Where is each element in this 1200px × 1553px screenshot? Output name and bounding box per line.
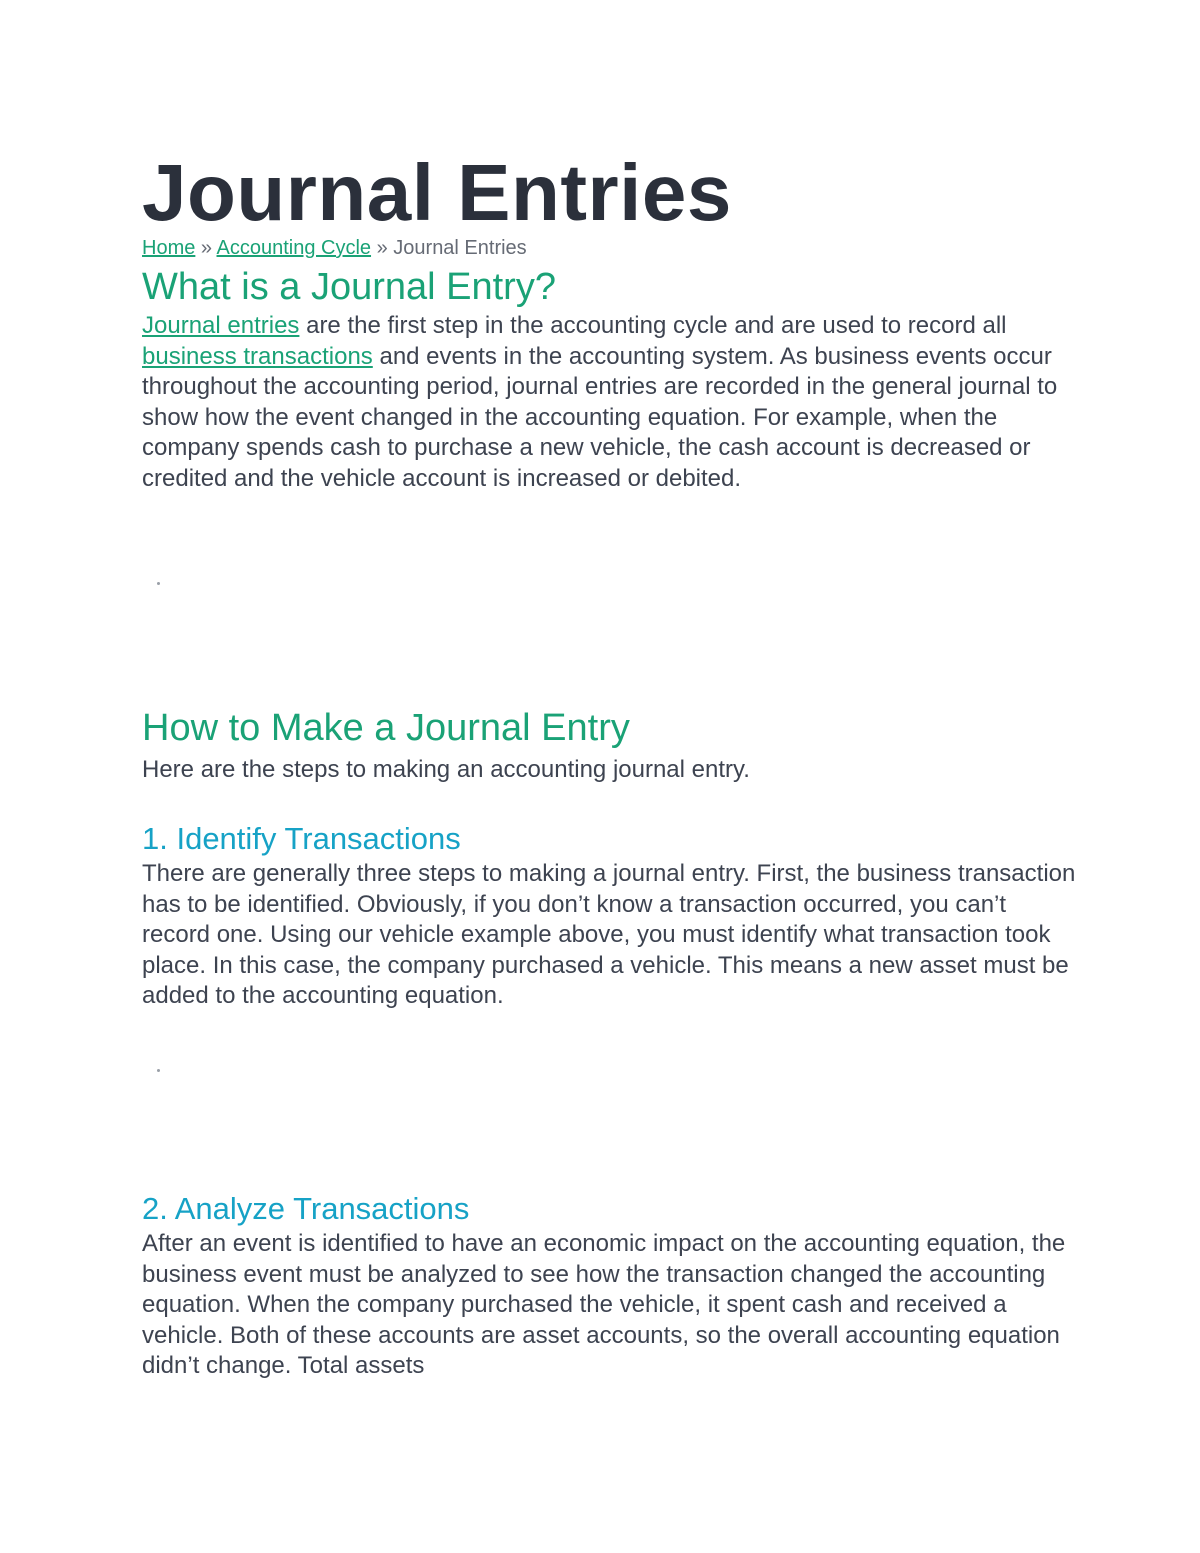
- section-heading-how-to: How to Make a Journal Entry: [142, 707, 630, 749]
- step-1-heading: 1. Identify Transactions: [142, 821, 461, 856]
- page-title: Journal Entries: [142, 148, 732, 237]
- breadcrumb-home-link[interactable]: Home: [142, 237, 196, 259]
- section-heading-what-is: What is a Journal Entry?: [142, 266, 556, 308]
- paragraph-text: and events in the accounting system. As business events occur throughout the accounting period, journal entries are recorded in the general journal to show how the event changed in the accounting equation. For example, when the company spends cash to purchase a new vehicle, the cash account is decreased or credited and the vehicle account is increased or debited.: [142, 342, 1058, 492]
- section-how-to-intro: Here are the steps to making an accounting journal entry.: [142, 756, 750, 783]
- breadcrumb-separator: »: [371, 237, 394, 259]
- breadcrumb-current: Journal Entries: [393, 237, 527, 259]
- journal-entries-link[interactable]: Journal entries: [142, 312, 300, 339]
- breadcrumb: [142, 236, 527, 260]
- paragraph-text: are the first step in the accounting cycle and are used to record all: [299, 312, 1007, 339]
- step-2-paragraph: After an event is identified to have an economic impact on the accounting equation, the business event must be analyzed to see how the transaction changed the accounting equation. When the company purchased the vehicle, it spent cash and received a vehicle. Both of these accounts are asset accounts, so the overall accounting equation didn’t change. Total assets: [142, 1230, 1066, 1379]
- step-1-paragraph: There are generally three steps to making a journal entry. First, the business transaction has to be identified. Obviously, if you don’t know a transaction occurred, you can’t record one. Using our vehicle example above, you must identify what transaction took place. In this case, the company purchased a vehicle. This means a new asset must be added to the accounting equation.: [142, 860, 1076, 1009]
- business-transactions-link[interactable]: business transactions: [142, 342, 373, 370]
- step-2-heading: 2. Analyze Transactions: [142, 1191, 470, 1226]
- section-what-is-paragraph: [142, 311, 1077, 494]
- image-placeholder-dot: [157, 1069, 160, 1072]
- breadcrumb-accounting-cycle-link[interactable]: Accounting Cycle: [216, 237, 372, 259]
- breadcrumb-separator: »: [195, 237, 217, 259]
- image-placeholder-dot: [157, 582, 160, 585]
